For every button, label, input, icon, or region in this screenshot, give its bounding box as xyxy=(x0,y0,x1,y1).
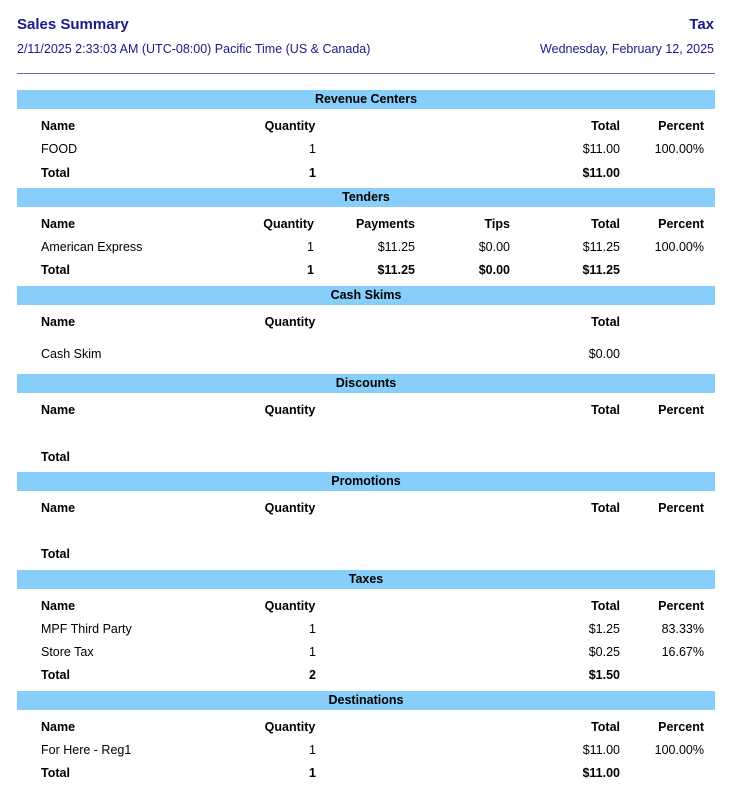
table-row-qty: 1 xyxy=(309,645,316,659)
total-row-qty: 2 xyxy=(309,668,316,682)
col-header-percent: Percent xyxy=(658,217,704,231)
section-header-revenue-centers: Revenue Centers xyxy=(17,90,715,109)
total-row-label: Total xyxy=(41,766,70,780)
col-header-name: Name xyxy=(41,315,76,329)
section-header-discounts: Discounts xyxy=(17,374,715,393)
report-title: Sales Summary xyxy=(17,16,129,33)
col-header-total: Total xyxy=(591,599,620,613)
table-row-name: FOOD xyxy=(41,142,78,156)
col-header-quantity: Quantity xyxy=(264,119,316,133)
table-row-qty: 1 xyxy=(309,622,316,636)
section-header-taxes: Taxes xyxy=(17,570,715,589)
table-row-percent: 16.67% xyxy=(661,645,704,659)
table-row-total: $11.00 xyxy=(582,743,620,757)
report-type: Tax xyxy=(689,16,714,33)
col-header-quantity: Quantity xyxy=(263,217,314,231)
table-row-total: $11.25 xyxy=(582,240,620,254)
col-header-quantity: Quantity xyxy=(264,501,316,515)
col-header-percent: Percent xyxy=(658,501,704,515)
total-row-label: Total xyxy=(41,668,70,682)
col-header-name: Name xyxy=(41,501,76,515)
col-header-name: Name xyxy=(41,720,76,734)
col-header-total: Total xyxy=(591,501,620,515)
total-row-total: $11.25 xyxy=(582,263,620,277)
total-row-tips: $0.00 xyxy=(478,263,510,277)
table-row-total: $0.00 xyxy=(588,347,620,361)
col-header-percent: Percent xyxy=(658,119,704,133)
total-row-payments: $11.25 xyxy=(377,263,415,277)
table-row-total: $0.25 xyxy=(588,645,620,659)
table-row-payments: $11.25 xyxy=(377,240,415,254)
section-header-promotions: Promotions xyxy=(17,472,715,491)
col-header-quantity: Quantity xyxy=(264,720,316,734)
col-header-quantity: Quantity xyxy=(264,403,316,417)
col-header-total: Total xyxy=(591,403,620,417)
col-header-payments: Payments xyxy=(355,217,415,231)
col-header-percent: Percent xyxy=(658,403,704,417)
table-row-tips: $0.00 xyxy=(478,240,510,254)
section-header-tenders: Tenders xyxy=(17,188,715,207)
col-header-tips: Tips xyxy=(484,217,510,231)
col-header-total: Total xyxy=(591,217,620,231)
col-header-name: Name xyxy=(41,599,76,613)
report-timestamp: 2/11/2025 2:33:03 AM (UTC-08:00) Pacific Time (US & Canada) xyxy=(17,42,371,56)
total-row-label: Total xyxy=(41,166,70,180)
col-header-name: Name xyxy=(41,119,76,133)
table-row-percent: 100.00% xyxy=(654,142,704,156)
table-row-qty: 1 xyxy=(309,743,316,757)
table-row-name: Cash Skim xyxy=(41,347,102,361)
table-row-total: $11.00 xyxy=(582,142,620,156)
col-header-quantity: Quantity xyxy=(264,599,316,613)
total-row-total: $11.00 xyxy=(582,166,620,180)
table-row-name: American Express xyxy=(41,240,143,254)
col-header-percent: Percent xyxy=(658,720,704,734)
total-row-label: Total xyxy=(41,450,70,464)
col-header-total: Total xyxy=(591,315,620,329)
col-header-quantity: Quantity xyxy=(264,315,316,329)
table-row-total: $1.25 xyxy=(588,622,620,636)
table-row-percent: 100.00% xyxy=(654,743,704,757)
table-row-qty: 1 xyxy=(309,142,316,156)
table-row-name: MPF Third Party xyxy=(41,622,132,636)
header-divider xyxy=(17,73,715,74)
table-row-qty: 1 xyxy=(307,240,314,254)
section-header-cash-skims: Cash Skims xyxy=(17,286,715,305)
total-row-qty: 1 xyxy=(309,166,316,180)
table-row-percent: 83.33% xyxy=(661,622,704,636)
total-row-label: Total xyxy=(41,547,70,561)
col-header-total: Total xyxy=(591,720,620,734)
report-date: Wednesday, February 12, 2025 xyxy=(540,42,714,56)
table-row-name: Store Tax xyxy=(41,645,94,659)
total-row-label: Total xyxy=(41,263,70,277)
total-row-total: $1.50 xyxy=(588,668,620,682)
col-header-name: Name xyxy=(41,403,76,417)
table-row-percent: 100.00% xyxy=(654,240,704,254)
total-row-qty: 1 xyxy=(307,263,314,277)
col-header-name: Name xyxy=(41,217,76,231)
section-header-destinations: Destinations xyxy=(17,691,715,710)
table-row-name: For Here - Reg1 xyxy=(41,743,132,757)
total-row-qty: 1 xyxy=(309,766,316,780)
col-header-percent: Percent xyxy=(658,599,704,613)
total-row-total: $11.00 xyxy=(582,766,620,780)
col-header-total: Total xyxy=(591,119,620,133)
